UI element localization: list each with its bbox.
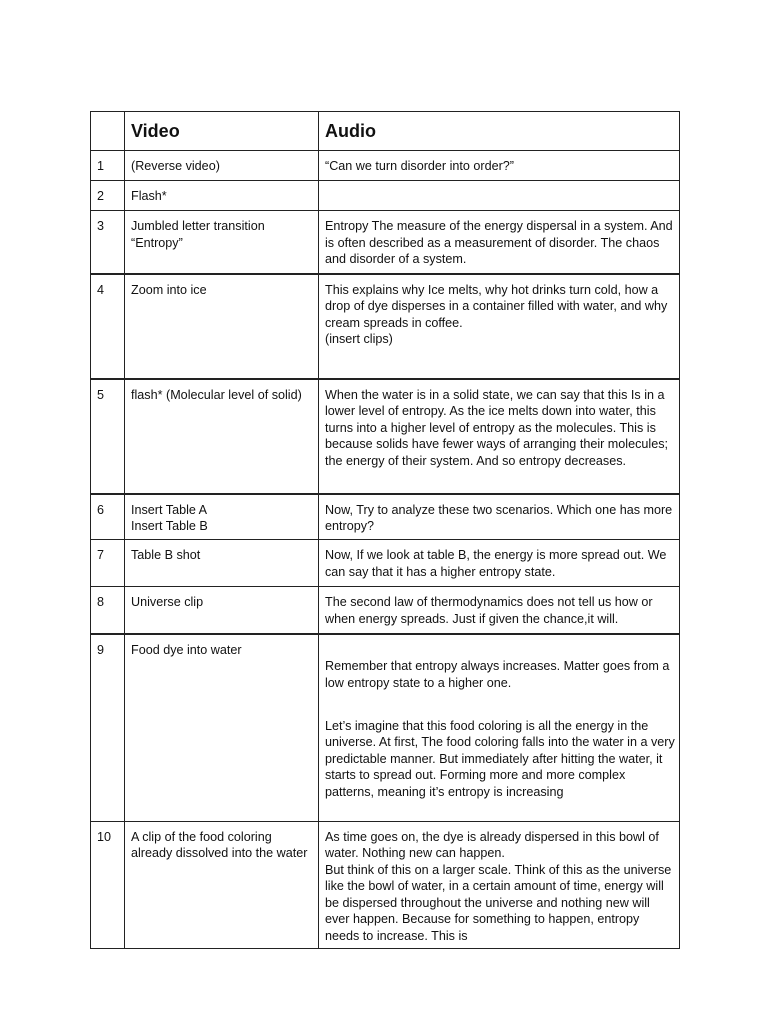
audio-cell [319,181,680,211]
table-row [91,540,680,587]
audio-cell: When the water is in a solid state, we can say that this Is in a lower level of entropy. As the ice melts down into water, this turns into a higher level of entropy as the molecules. This is because solids have fewer ways of arranging their molecules; the energy of their system. And so entropy decreases. [319,379,680,494]
header-number [91,112,125,151]
audio-cell: Now, Try to analyze these two scenarios. Which one has more entropy? [319,494,680,540]
row-number: 7 [91,540,125,587]
row-number: 6 [91,494,125,540]
header-row [91,112,680,151]
row-number: 3 [91,211,125,274]
video-cell: Universe clip [125,587,319,634]
audio-cell: This explains why Ice melts, why hot drinks turn cold, how a drop of dye disperses in a container filled with water, and why cream spreads in coffee. (insert clips) [319,274,680,379]
row-number: 8 [91,587,125,634]
table-row [91,494,680,540]
row-number: 9 [91,634,125,822]
row-number: 5 [91,379,125,494]
video-cell: Table B shot [125,540,319,587]
video-cell: (Reverse video) [125,151,319,181]
video-cell: Flash* [125,181,319,211]
video-cell: A clip of the food coloring already dissolved into the water [125,821,319,949]
table-row [91,274,680,379]
table-row [91,211,680,274]
row-number: 4 [91,274,125,379]
video-cell: Food dye into water [125,634,319,822]
audio-cell: The second law of thermodynamics does not tell us how or when energy spreads. Just if given the chance,it will. [319,587,680,634]
audio-cell: Now, If we look at table B, the energy is more spread out. We can say that it has a higher entropy state. [319,540,680,587]
table-row [91,379,680,494]
audio-cell: As time goes on, the dye is already dispersed in this bowl of water. Nothing new can happen. But think of this on a larger scale. Think of this as the universe like the bowl of water, in a certain amount of time, energy will be dispersed throughout the universe and nothing new will ever happen. Because for something to happen, entropy needs to increase. This is [319,821,680,949]
header-video: Video [125,112,319,151]
header-audio: Audio [319,112,680,151]
audio-paragraph: Remember that entropy always increases. Matter goes from a low entropy state to a higher one. [325,659,670,690]
audio-cell: Entropy The measure of the energy dispersal in a system. And is often described as a measurement of disorder. The chaos and disorder of a system. [319,211,680,274]
video-cell: flash* (Molecular level of solid) [125,379,319,494]
video-cell: Zoom into ice [125,274,319,379]
row-number: 1 [91,151,125,181]
video-cell: Insert Table A Insert Table B [125,494,319,540]
table-row [91,821,680,949]
video-cell: Jumbled letter transition “Entropy” [125,211,319,274]
table-row [91,587,680,634]
audio-cell [319,634,680,822]
row-number: 10 [91,821,125,949]
audio-cell: “Can we turn disorder into order?” [319,151,680,181]
audio-paragraph: Let’s imagine that this food coloring is all the energy in the universe. At first, The food coloring falls into the water in a very predictable manner. But immediately after hitting the water, it starts to spread out. Forming more and more complex patterns, meaning it’s entropy is increasing [325,718,675,799]
table-row [91,151,680,181]
row-number: 2 [91,181,125,211]
table-row [91,634,680,822]
table-row [91,181,680,211]
script-table [90,111,680,949]
